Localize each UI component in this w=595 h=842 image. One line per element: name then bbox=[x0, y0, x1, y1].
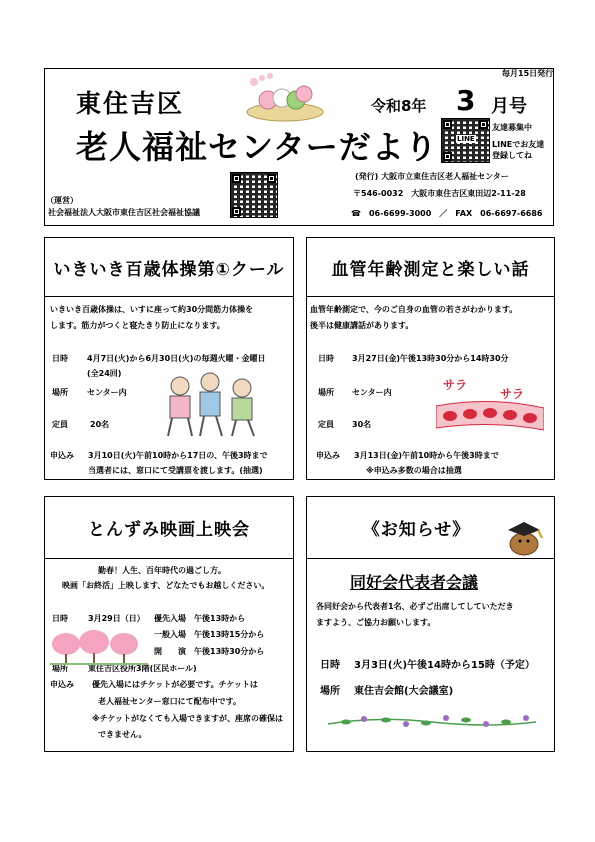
movie-apply-label: 申込み bbox=[50, 680, 74, 689]
blood-desc-1: 血管年齢測定で、今のご自身の血管の若さがわかります。 bbox=[310, 305, 518, 314]
era-year: 令和8年 bbox=[371, 97, 427, 115]
phone-fax: ☎ 06-6699-3000 ／ FAX 06-6697-6686 bbox=[351, 209, 543, 218]
blood-capacity-value: 30名 bbox=[352, 420, 372, 429]
blood-title: 血管年齢測定と楽しい話 bbox=[306, 237, 555, 297]
notice-desc-2: ますよう、ご協力お願いします。 bbox=[316, 618, 436, 627]
ikiiki-date-value: 4月7日(火)から6月30日(火)の毎週火曜・金曜日 bbox=[87, 354, 266, 363]
ikiiki-date-note: (全24回) bbox=[87, 369, 122, 378]
movie-date-value: 3月29日（日） bbox=[88, 614, 145, 623]
center-qr-code[interactable] bbox=[230, 172, 278, 218]
sara-text-2: サラ bbox=[500, 387, 525, 401]
movie-apply-1: 優先入場にはチケットが必要です。チケットは bbox=[92, 680, 258, 689]
blood-apply-note: ※申込み多数の場合は抽選 bbox=[366, 466, 462, 475]
movie-desc-2: 映画「お終活」上映します、どなたでもお越しください。 bbox=[62, 581, 270, 590]
movie-apply-4: できません。 bbox=[98, 730, 147, 739]
ikiiki-place-label: 場所 bbox=[52, 388, 68, 397]
blood-desc-2: 後半は健康講話があります。 bbox=[310, 321, 414, 330]
ikiiki-title: いきいき百歳体操第①クール bbox=[44, 237, 294, 297]
blood-place-label: 場所 bbox=[318, 388, 334, 397]
sara-text-1: サラ bbox=[443, 378, 468, 392]
notice-place-value: 東住吉会館(大会議室) bbox=[354, 686, 454, 697]
notice-desc-1: 各同好会から代表者1名、必ずご出席してしていただき bbox=[316, 602, 514, 611]
line-note-2: LINEでお友達 bbox=[492, 140, 545, 149]
dango-illustration bbox=[240, 72, 330, 124]
movie-slot-2: 一般入場 午後13時15分から bbox=[154, 630, 265, 639]
ikiiki-capacity-value: 20名 bbox=[90, 420, 110, 429]
mole-graduate-illustration bbox=[504, 516, 546, 556]
movie-desc-1: 勤春！人生、百年時代の過ごし方。 bbox=[98, 566, 226, 575]
notice-date-label: 日時 bbox=[320, 660, 340, 671]
ikiiki-apply-value: 3月10日(火)午前10時から17日の、午後3時まで bbox=[88, 451, 268, 460]
movie-place-value: 東住吉区役所3階(区民ホール) bbox=[88, 664, 197, 673]
movie-date-label: 日時 bbox=[52, 614, 68, 623]
month-suffix: 月号 bbox=[491, 96, 527, 117]
cherry-blossom-trees bbox=[50, 628, 148, 666]
blood-date-value: 3月27日(金)午後13時30分から14時30分 bbox=[352, 354, 509, 363]
blood-apply-value: 3月13日(金)午前10時から午後3時まで bbox=[354, 451, 499, 460]
movie-apply-2: 老人福祉センター窓口にて配布中です。 bbox=[98, 697, 242, 706]
movie-place-label: 場所 bbox=[52, 664, 68, 673]
movie-title: とんずみ映画上映会 bbox=[44, 496, 294, 559]
blood-capacity-label: 定員 bbox=[318, 420, 334, 429]
district-title: 東住吉区 bbox=[76, 89, 185, 118]
month-number: 3 bbox=[456, 84, 476, 117]
flower-vine-decoration bbox=[326, 712, 538, 732]
blood-date-label: 日時 bbox=[318, 354, 334, 363]
issue-note: 毎月15日発行 bbox=[502, 69, 554, 78]
movie-slot-3: 開 演 午後13時30分から bbox=[154, 647, 265, 656]
ikiiki-date-label: 日時 bbox=[52, 354, 68, 363]
newsletter-title: 老人福祉センターだより bbox=[76, 128, 438, 166]
notice-subtitle: 同好会代表者会議 bbox=[350, 573, 479, 592]
operator-label: （運営） bbox=[46, 196, 78, 205]
ikiiki-capacity-label: 定員 bbox=[52, 420, 68, 429]
line-label: LINE bbox=[457, 135, 475, 143]
line-note-3: 登録してね bbox=[492, 151, 532, 160]
publisher-line: (発行) 大阪市立東住吉区老人福祉センター bbox=[355, 172, 509, 181]
blood-place-value: センター内 bbox=[352, 388, 392, 397]
ikiiki-desc-1: いきいき百歳体操は、いすに座って約30分間筋力体操を bbox=[50, 305, 254, 314]
ikiiki-apply-label: 申込み bbox=[50, 451, 74, 460]
notice-place-label: 場所 bbox=[320, 686, 340, 697]
line-note-1: 友達募集中 bbox=[492, 123, 532, 132]
ikiiki-apply-note: 当選者には、窓口にて受講票を渡します。(抽選) bbox=[88, 466, 263, 475]
notice-title: 《お知らせ》 bbox=[362, 520, 471, 540]
postal-address: 〒546-0032 大阪市東住吉区東田辺2-11-28 bbox=[353, 189, 526, 198]
line-qr-code[interactable] bbox=[441, 118, 490, 163]
ikiiki-desc-2: します。筋力がつくと寝たきり防止になります。 bbox=[50, 321, 225, 330]
ikiiki-place-value: センター内 bbox=[87, 388, 127, 397]
movie-apply-3: ※チケットがなくても入場できますが、座席の確保は bbox=[92, 714, 284, 723]
blood-vessel-illustration bbox=[436, 396, 544, 436]
exercise-illustration bbox=[160, 372, 266, 440]
notice-date-value: 3月3日(火)午後14時から15時（予定） bbox=[354, 660, 535, 671]
blood-apply-label: 申込み bbox=[316, 451, 340, 460]
operator-name: 社会福祉法人大阪市東住吉区社会福祉協議 bbox=[48, 208, 200, 217]
movie-slot-1: 優先入場 午後13時から bbox=[154, 614, 246, 623]
